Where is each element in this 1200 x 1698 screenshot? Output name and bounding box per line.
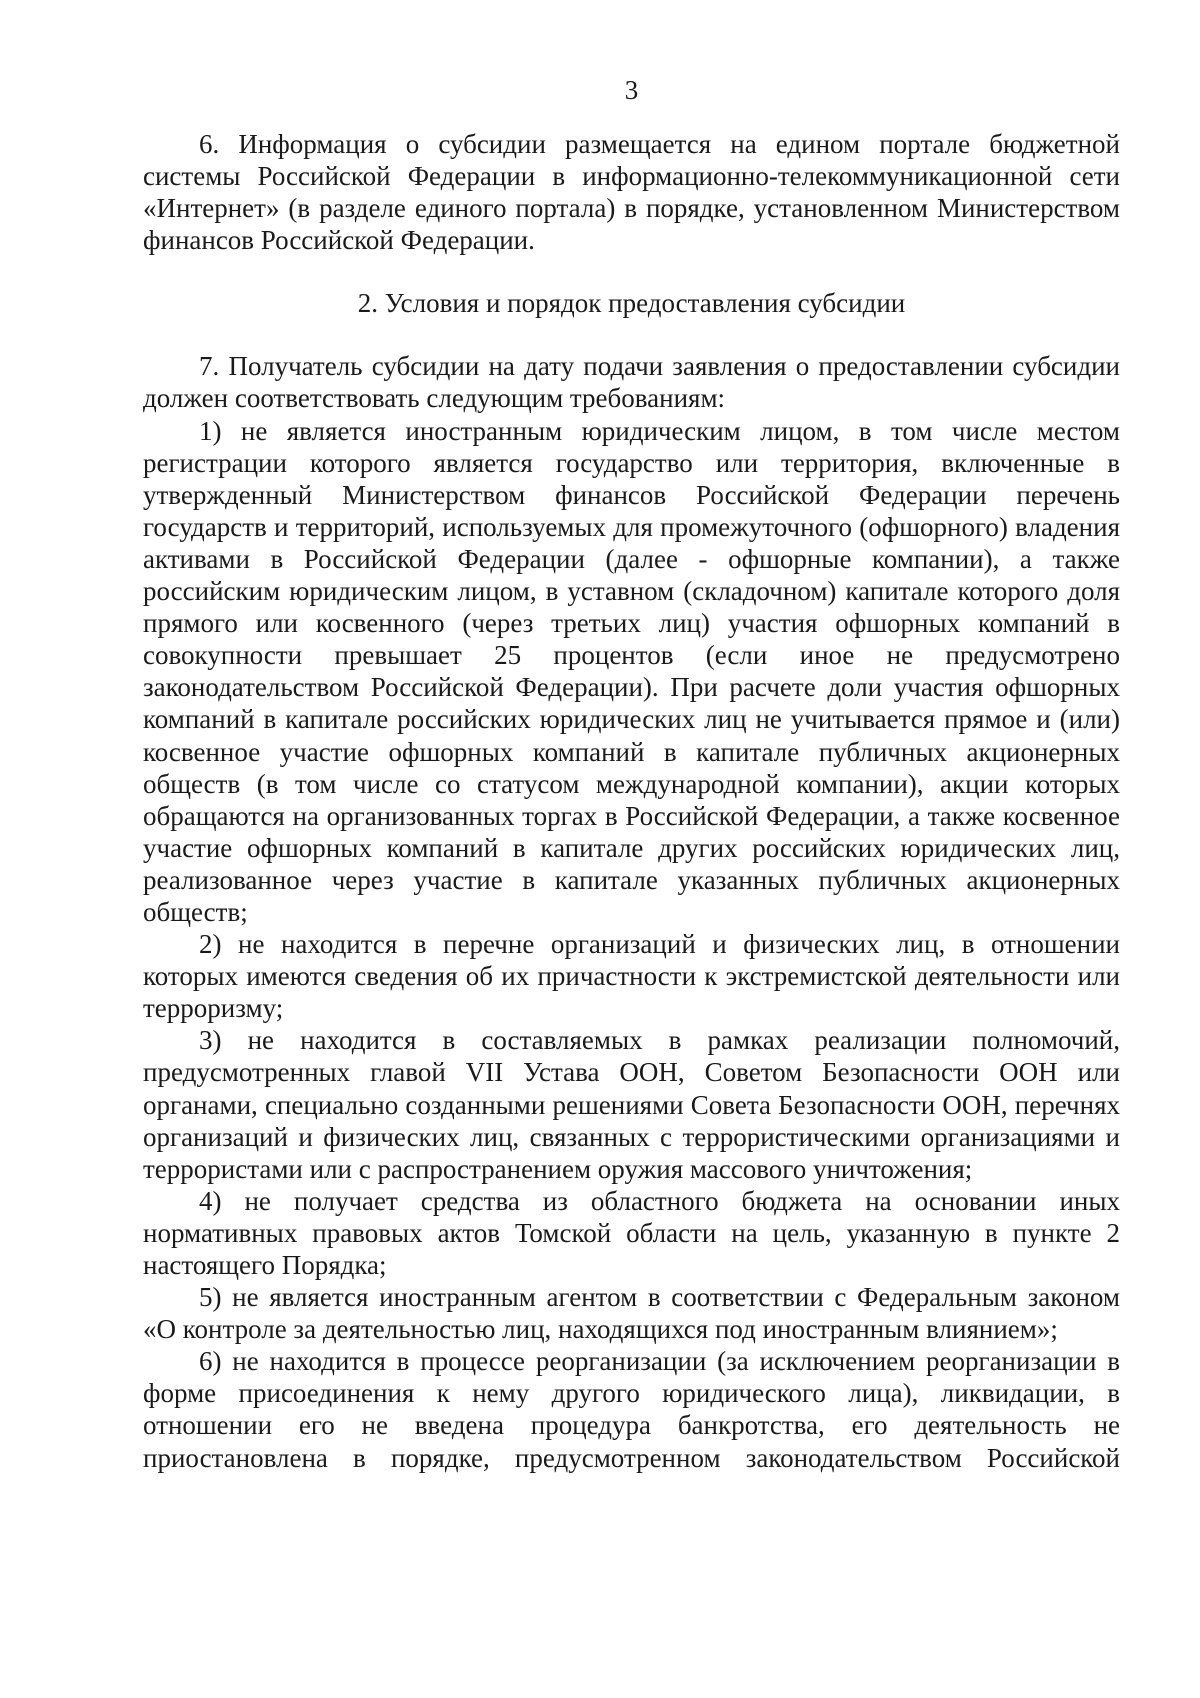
requirement-5-foreign-agent: 5) не является иностранным агентом в соответствии с Федеральным законом «О контроле за деятельностью лиц, находящихся под иностранным влиянием»; (143, 1282, 1120, 1345)
requirement-1-offshore: 1) не является иностранным юридическим лицом, в том числе местом регистрации которого является государство или территория, включенные в утвержденный Министерством финансов Российской Федерации перечень государств и территорий, используемых для промежуточного (офшорного) владения активами в Российской Федерации (далее - офшорные компании), а также российским юридическим лицом, в уставном (складочном) капитале которого доля прямого или косвенного (через третьих лиц) участия офшорных компаний в совокупности превышает 25 процентов (если иное не предусмотрено законодательством Российской Федерации). При расчете доли участия офшорных компаний в капитале российских юридических лиц не учитывается прямое и (или) косвенное участие офшорных компаний в капитале публичных акционерных обществ (в том числе со статусом международной компании), акции которых обращаются на организованных торгах в Российской Федерации, а также косвенное участие офшорных компаний в капитале других российских юридических лиц, реализованное через участие в капитале указанных публичных акционерных обществ; (143, 415, 1120, 927)
requirement-2-extremism: 2) не находится в перечне организаций и физических лиц, в отношении которых имеются сведения об их причастности к экстремистской деятельности или терроризму; (143, 929, 1120, 1024)
document-body (143, 128, 1120, 1474)
document-page (143, 0, 1120, 1698)
paragraph-7-requirements: 7. Получатель субсидии на дату подачи заявления о предоставлении субсидии должен соответствовать следующим требованиям: (143, 351, 1120, 414)
paragraph-6-information: 6. Информация о субсидии размещается на едином портале бюджетной системы Российской Федерации в информационно-телекоммуникационной сети «Интернет» (в разделе единого портала) в порядке, установленном Министерством финансов Российской Федерации. (143, 129, 1120, 256)
requirement-3-un-lists: 3) не находится в составляемых в рамках реализации полномочий, предусмотренных главой VII Устава ООН, Советом Безопасности ООН или органами, специально созданными решениями Совета Безопасности ООН, перечнях организаций и физических лиц, связанных с террористическими организациями и террористами или с распространением оружия массового уничтожения; (143, 1025, 1120, 1184)
requirement-4-regional-budget: 4) не получает средства из областного бюджета на основании иных нормативных правовых актов Томской области на цель, указанную в пункте 2 настоящего Порядка; (143, 1185, 1120, 1280)
section-heading: 2. Условия и порядок предоставления субсидии (357, 288, 906, 319)
requirement-6-reorganization: 6) не находится в процессе реорганизации (за исключением реорганизации в форме присоединения к нему другого юридического лица), ликвидации, в отношении его не введена процедура банкротства, его деятельность не приостановлена в порядке, предусмотренном законодательством Российской (143, 1346, 1120, 1473)
page-number: 3 (624, 75, 639, 105)
